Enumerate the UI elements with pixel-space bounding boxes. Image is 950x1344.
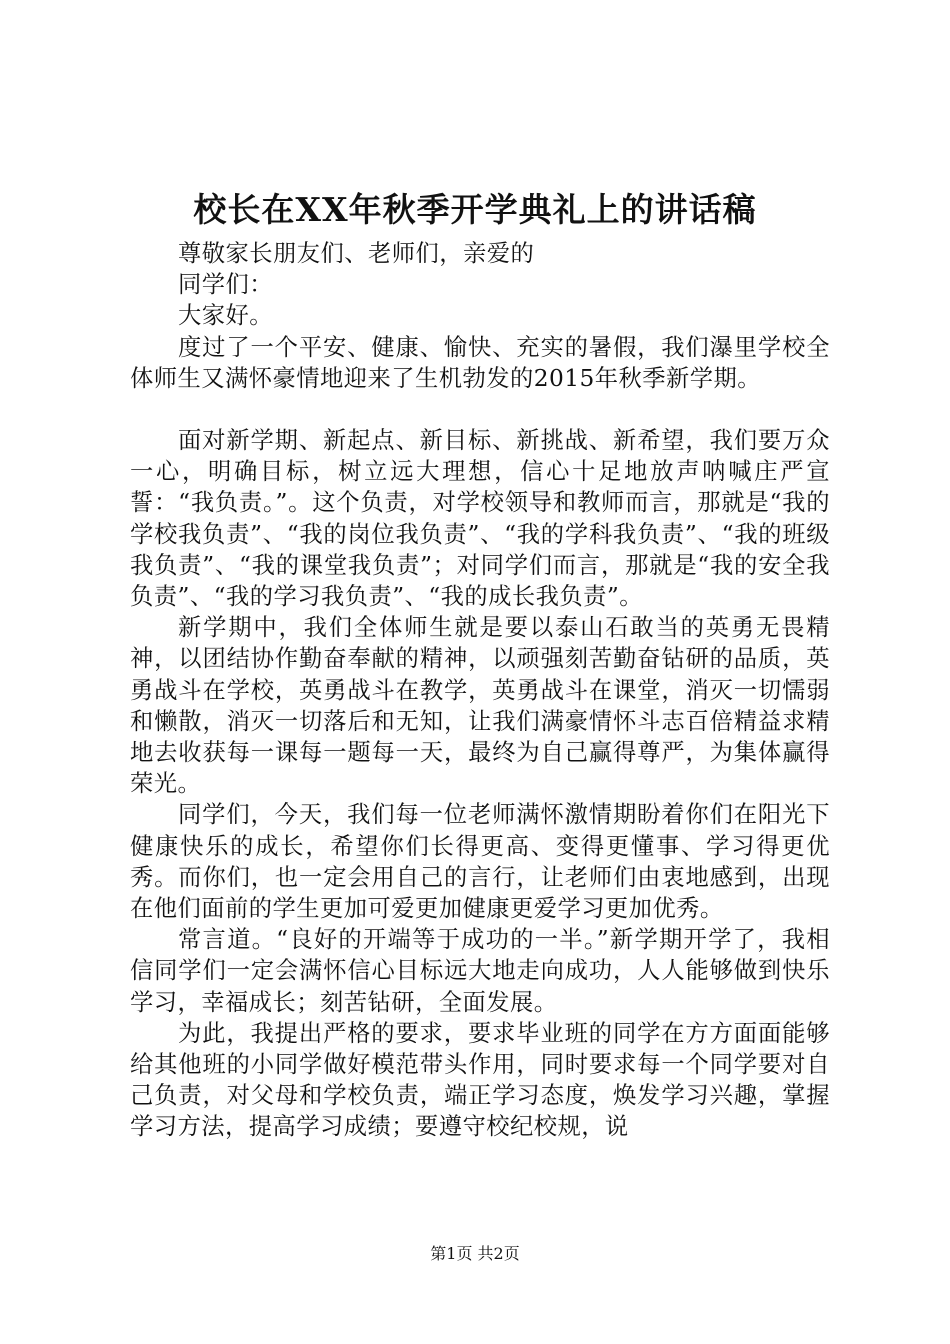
document-title: 校长在XX年秋季开学典礼上的讲话稿: [193, 190, 757, 229]
document-body: [130, 238, 830, 1143]
body-paragraph: 面对新学期、新起点、新目标、新挑战、新希望，我们要万众一心，明确目标，树立远大理想，信心十足地放声呐喊庄严宣誓：“我负责。”。这个负责，对学校领导和教师而言，那就是“我的学校我负责”、“我的岗位我负责”、“我的学科我负责”、“我的班级我负责”、“我的课堂我负责”；对同学们而言，那就是“我的安全我负责”、“我的学习我负责”、“我的成长我负责”。: [130, 427, 830, 611]
page-number-footer: 第1页 共2页: [430, 1244, 520, 1263]
body-paragraph: 新学期中，我们全体师生就是要以泰山石敢当的英勇无畏精神，以团结协作勤奋奉献的精神，以顽强刻苦勤奋钻研的品质，英勇战斗在学校，英勇战斗在教学，英勇战斗在课堂，消灭一切懦弱和懒散，消灭一切落后和无知，让我们满豪情怀斗志百倍精益求精地去收获每一课每一题每一天，最终为自己赢得尊严，为集体赢得荣光。: [130, 614, 830, 798]
salutation-line-1: 尊敬家长朋友们、老师们，亲爱的: [178, 240, 535, 267]
body-paragraph: 常言道。“良好的开端等于成功的一半。”新学期开学了，我相信同学们一定会满怀信心目标远大地走向成功，人人能够做到快乐学习，幸福成长；刻苦钻研，全面发展。: [130, 926, 830, 1016]
salutation-line-2: 同学们：: [178, 271, 273, 299]
greeting-paragraph: 大家好。: [178, 302, 273, 330]
body-paragraph: 度过了一个平安、健康、愉快、充实的暑假，我们瀑里学校全体师生又满怀豪情地迎来了生机勃发的2015年秋季新学期。: [130, 333, 830, 392]
body-paragraph: 为此，我提出严格的要求，要求毕业班的同学在方方面面能够给其他班的小同学做好模范带头作用，同时要求每一个同学要对自己负责，对父母和学校负责，端正学习态度，焕发学习兴趣，掌握学习方法，提高学习成绩；要遵守校纪校规，说: [130, 1019, 830, 1141]
body-paragraph: 同学们，今天，我们每一位老师满怀激情期盼着你们在阳光下健康快乐的成长，希望你们长得更高、变得更懂事、学习得更优秀。而你们，也一定会用自己的言行，让老师们由衷地感到，出现在他们面前的学生更加可爱更加健康更爱学习更加优秀。: [130, 801, 830, 923]
